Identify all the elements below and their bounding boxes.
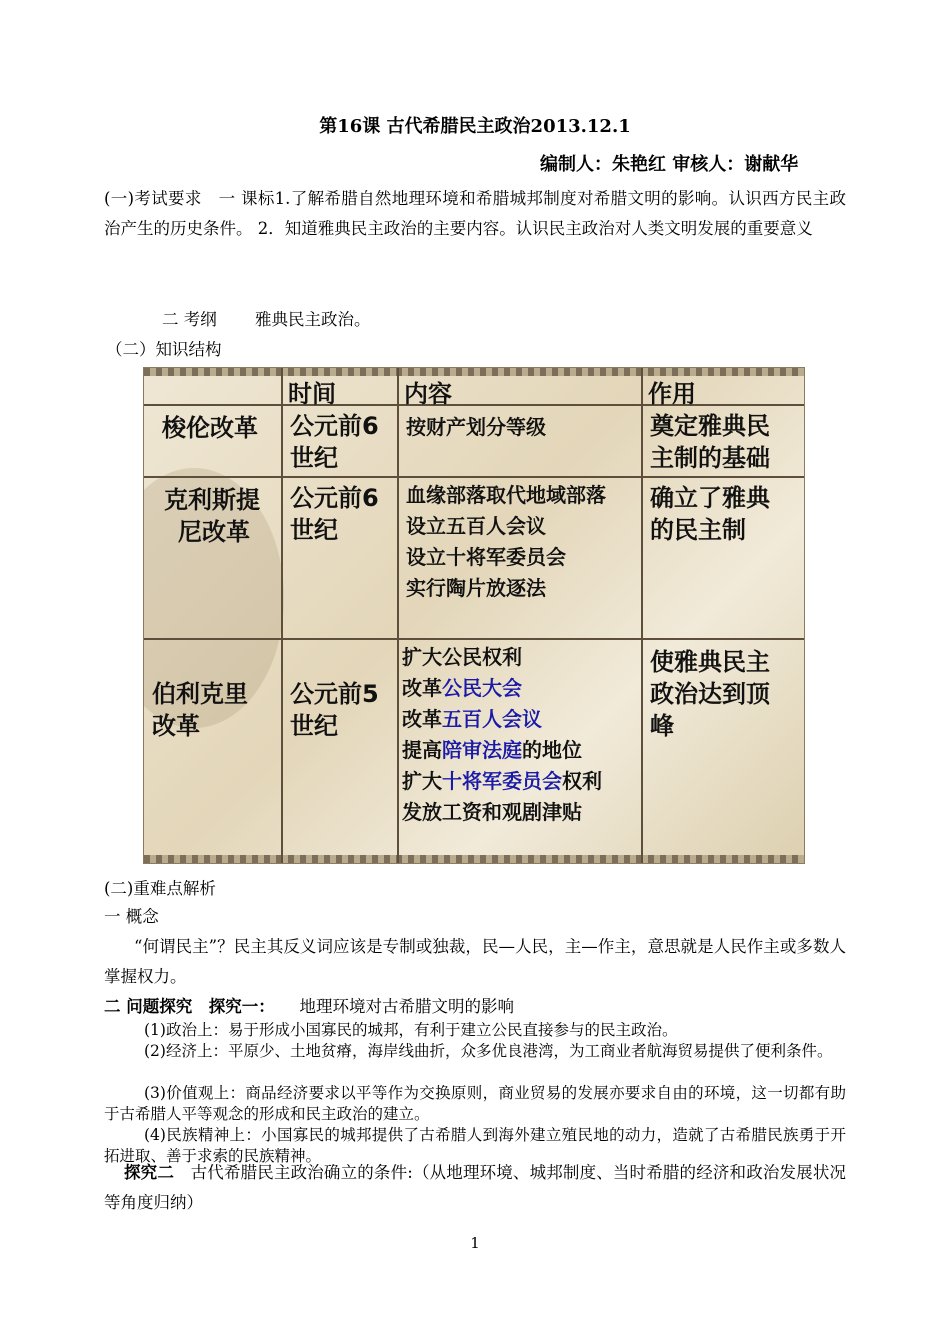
row3-content-4: 提高陪审法庭的地位: [402, 738, 582, 762]
row3-name-b: 改革: [152, 712, 200, 740]
key-points-heading: (二)重难点解析: [104, 879, 216, 898]
row1-name: 梭伦改革: [162, 414, 258, 442]
row2-content-2: 设立五百人会议: [406, 514, 546, 538]
knowledge-heading: （二）知识结构: [106, 340, 222, 359]
row3-content-3: 改革五百人会议: [402, 707, 542, 731]
row3-content-6: 发放工资和观剧津贴: [402, 800, 582, 824]
header-time: 时间: [288, 380, 336, 408]
row2-effect-b: 的民主制: [650, 516, 746, 544]
row1-time-a: 公元前6: [290, 412, 379, 440]
row2-content-3: 设立十将军委员会: [406, 545, 566, 569]
row3-effect-c: 峰: [650, 712, 674, 740]
knowledge-table: [143, 367, 805, 864]
header-effect: 作用: [648, 380, 696, 408]
inquiry-item-2: (2)经济上：平原少、土地贫瘠，海岸线曲折，众多优良港湾，为工商业者航海贸易提供了便利条件。: [144, 1042, 833, 1060]
row1-effect-a: 奠定雅典民: [650, 412, 770, 440]
row3-content-1: 扩大公民权利: [402, 645, 522, 669]
row3-effect-b: 政治达到顶: [650, 680, 770, 708]
row1-time-b: 世纪: [290, 444, 338, 472]
row3-name-a: 伯利克里: [152, 680, 248, 708]
page-title: 第16课 古代希腊民主政治2013.12.1: [319, 116, 631, 137]
row2-name-b: 尼改革: [178, 518, 250, 546]
concept-heading: 一 概念: [104, 907, 159, 926]
row2-name-a: 克利斯提: [164, 486, 260, 514]
authors: 编制人：朱艳红 审核人：谢献华: [540, 154, 799, 175]
inquiry-heading: 二 问题探究 探究一： 地理环境对古希腊文明的影响: [104, 997, 514, 1016]
row3-time-b: 世纪: [290, 712, 338, 740]
inquiry-item-4: (4)民族精神上：小国寡民的城邦提供了古希腊人到海外建立殖民地的动力，造就了古希腊民族勇于开拓进取、善于求索的民族精神。: [104, 1126, 846, 1165]
inquiry-item-1: (1)政治上：易于形成小国寡民的城邦，有利于建立公民直接参与的民主政治。: [144, 1021, 678, 1039]
row2-content-4: 实行陶片放逐法: [406, 576, 546, 600]
header-content: 内容: [404, 380, 452, 408]
row2-effect-a: 确立了雅典: [650, 484, 770, 512]
inquiry-item-3: (3)价值观上：商品经济要求以平等作为交换原则，商业贸易的发展亦要求自由的环境，这一切都有助于古希腊人平等观念的形成和民主政治的建立。: [104, 1084, 846, 1123]
row3-content-2: 改革公民大会: [402, 676, 522, 700]
exam-outline: 二 考纲 雅典民主政治。: [162, 310, 371, 329]
row2-content-1: 血缘部落取代地域部落: [406, 483, 606, 507]
page-number: 1: [470, 1234, 480, 1252]
row2-time-a: 公元前6: [290, 484, 379, 512]
row3-effect-a: 使雅典民主: [650, 648, 770, 676]
row1-effect-b: 主制的基础: [650, 444, 770, 472]
row3-content-5: 扩大十将军委员会权利: [402, 769, 602, 793]
row2-time-b: 世纪: [290, 516, 338, 544]
row3-time-a: 公元前5: [290, 680, 379, 708]
exam-requirements: (一)考试要求 一 课标1.了解希腊自然地理环境和希腊城邦制度对希腊文明的影响。认识西方民主政治产生的历史条件。 2．知道雅典民主政治的主要内容。认识民主政治对人类文明发展的重要意义: [104, 189, 846, 238]
concept-text: “何谓民主”？民主其反义词应该是专制或独裁，民—人民，主—作主，意思就是人民作主或多数人掌握权力。: [104, 937, 846, 986]
row1-content: 按财产划分等级: [406, 415, 546, 439]
inquiry-two: 探究二 古代希腊民主政治确立的条件:（从地理环境、城邦制度、当时希腊的经济和政治发展状况等角度归纳）: [104, 1163, 846, 1212]
